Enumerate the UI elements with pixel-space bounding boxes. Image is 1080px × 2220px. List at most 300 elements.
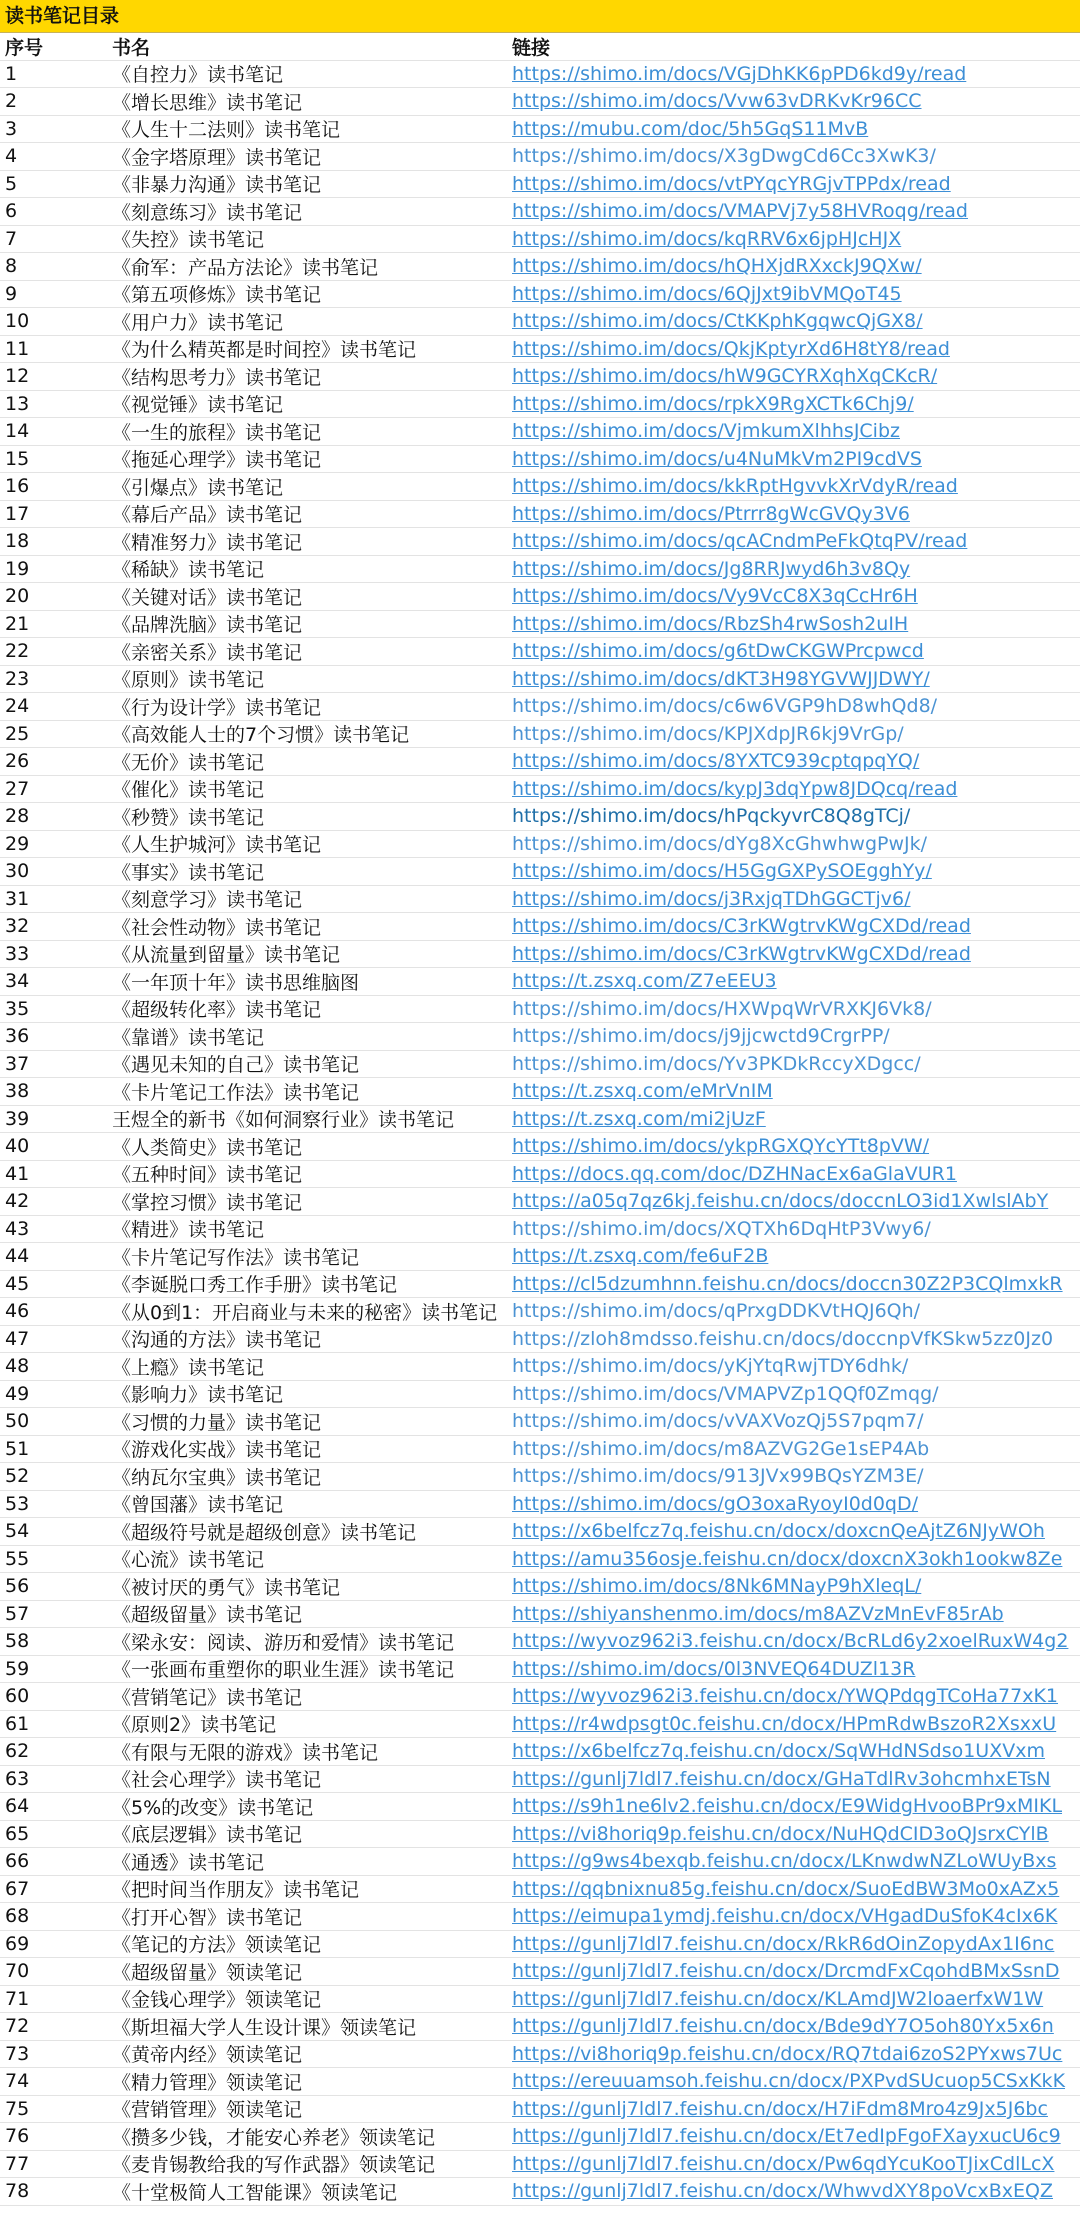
book-title: 《梁永安：阅读、游历和爱情》读书笔记 [112, 1631, 455, 1654]
link-cell [510, 1273, 1080, 1295]
table-row [0, 1161, 1080, 1189]
table-row [0, 418, 1080, 446]
book-title: 《打开心智》读书笔记 [112, 1906, 303, 1929]
header-link: 链接 [512, 36, 551, 59]
link-cell [510, 613, 1080, 635]
table-body [0, 61, 1080, 2206]
book-title: 《人生护城河》读书笔记 [112, 834, 322, 857]
row-number: 68 [5, 1905, 30, 1928]
row-number: 69 [5, 1932, 30, 1955]
table-row [0, 831, 1080, 859]
link-cell [510, 310, 1080, 332]
table-row [0, 858, 1080, 886]
doc-link[interactable]: https://shimo.im/docs/gO3oxaRyoyI0d0qD/ [512, 1492, 919, 1515]
doc-link[interactable]: https://gunlj7ldl7.feishu.cn/docx/H7iFdm8Mro4z9Jx5J6bc [512, 2097, 1048, 2120]
link-cell [510, 173, 1080, 195]
row-number: 38 [5, 1080, 30, 1103]
table-row [0, 1463, 1080, 1491]
table-row [0, 1133, 1080, 1161]
link-cell [510, 1465, 1080, 1487]
link-cell [510, 805, 1080, 827]
table-row [0, 583, 1080, 611]
book-title: 《超级转化率》读书笔记 [112, 999, 322, 1022]
doc-link[interactable]: https://gunlj7ldl7.feishu.cn/docx/Bde9dY7O5oh80Yx5x6n [512, 2015, 1054, 2038]
link-cell [510, 1795, 1080, 1817]
doc-link[interactable]: https://gunlj7ldl7.feishu.cn/docx/DrcmdFxCqohdBMxSsnD [512, 1960, 1060, 1983]
row-number: 6 [5, 200, 18, 223]
book-title: 《营销管理》领读笔记 [112, 2099, 303, 2122]
doc-link[interactable]: https://r4wdpsgt0c.feishu.cn/docx/HPmRdwBszoR2XsxxU [512, 1712, 1057, 1735]
doc-link[interactable]: https://shimo.im/docs/vtPYqcYRGjvTPPdx/read [512, 172, 951, 195]
link-cell [510, 1108, 1080, 1130]
doc-link[interactable]: https://t.zsxq.com/eMrVnIM [512, 1080, 773, 1103]
doc-link[interactable]: https://shimo.im/docs/913JVx99BQsYZM3E/ [512, 1465, 924, 1488]
link-cell [510, 2098, 1080, 2120]
row-number: 47 [5, 1327, 30, 1350]
table-row [0, 886, 1080, 914]
doc-link[interactable]: https://gunlj7ldl7.feishu.cn/docx/Et7edIpFgoFXayxucU6c9 [512, 2125, 1061, 2148]
table-row [0, 391, 1080, 419]
table-row [0, 666, 1080, 694]
book-title: 《催化》读书笔记 [112, 779, 265, 802]
row-number: 10 [5, 310, 30, 333]
book-title: 《沟通的方法》读书笔记 [112, 1329, 322, 1352]
link-cell [510, 1850, 1080, 1872]
book-title: 《原则》读书笔记 [112, 669, 265, 692]
book-title: 《品牌洗脑》读书笔记 [112, 614, 303, 637]
book-title: 《掌控习惯》读书笔记 [112, 1191, 303, 1214]
book-title: 《第五项修炼》读书笔记 [112, 284, 322, 307]
doc-link[interactable]: https://shimo.im/docs/hW9GCYRXqhXqCKcR/ [512, 365, 938, 388]
book-title: 《李诞脱口秀工作手册》读书笔记 [112, 1274, 398, 1297]
link-cell [510, 1768, 1080, 1790]
table-row [0, 1876, 1080, 1904]
table-row [0, 556, 1080, 584]
table-row [0, 1298, 1080, 1326]
link-cell [510, 393, 1080, 415]
table-row [0, 1023, 1080, 1051]
row-number: 78 [5, 2180, 30, 2203]
doc-link[interactable]: https://t.zsxq.com/mi2jUzF [512, 1107, 766, 1130]
doc-link[interactable]: https://shimo.im/docs/VMAPVj7y58HVRoqg/read [512, 200, 968, 223]
link-cell [510, 1163, 1080, 1185]
doc-link[interactable]: https://gunlj7ldl7.feishu.cn/docx/GHaTdlRv3ohcmhxETsN [512, 1767, 1051, 1790]
doc-link[interactable]: https://gunlj7ldl7.feishu.cn/docx/Pw6qdYcuKooTJixCdlLcX [512, 2152, 1055, 2175]
doc-link[interactable]: https://shimo.im/docs/u4NuMkVm2PI9cdVS [512, 447, 922, 470]
doc-link[interactable]: https://shimo.im/docs/8Nk6MNayP9hXleqL/ [512, 1575, 922, 1598]
doc-link[interactable]: https://shimo.im/docs/g6tDwCKGWPrcpwcd [512, 640, 924, 663]
row-number: 37 [5, 1052, 30, 1075]
doc-link[interactable]: https://zloh8mdsso.feishu.cn/docs/doccnpVfKSkw5zz0Jz0 [512, 1327, 1054, 1350]
doc-link[interactable]: https://wyvoz962i3.feishu.cn/docx/YWQPdqgTCoHa77xK1 [512, 1685, 1059, 1708]
table-row [0, 1408, 1080, 1436]
table-row [0, 1986, 1080, 2014]
link-cell [510, 723, 1080, 745]
header-row [0, 33, 1080, 61]
doc-link[interactable]: https://shimo.im/docs/Ptrrr8gWcGVQy3V6 [512, 502, 910, 525]
book-title: 《曾国藩》读书笔记 [112, 1494, 284, 1517]
link-cell [510, 888, 1080, 910]
row-number: 45 [5, 1272, 30, 1295]
table-row [0, 1573, 1080, 1601]
table-row [0, 446, 1080, 474]
link-cell [510, 1520, 1080, 1542]
doc-link[interactable]: https://shimo.im/docs/yKjYtqRwjTDY6dhk/ [512, 1355, 909, 1378]
link-cell [510, 200, 1080, 222]
table-row [0, 1711, 1080, 1739]
row-number: 4 [5, 145, 18, 168]
doc-link[interactable]: https://shimo.im/docs/XQTXh6DqHtP3Vwy6/ [512, 1217, 931, 1240]
link-cell [510, 1218, 1080, 1240]
row-number: 19 [5, 557, 30, 580]
doc-link[interactable]: https://shimo.im/docs/X3gDwgCd6Cc3XwK3/ [512, 145, 936, 168]
row-number: 65 [5, 1822, 30, 1845]
doc-link[interactable]: https://shimo.im/docs/HXWpqWrVRXKJ6Vk8/ [512, 997, 932, 1020]
row-number: 66 [5, 1850, 30, 1873]
doc-link[interactable]: https://amu356osje.feishu.cn/docx/doxcnX3okh1ookw8Ze [512, 1547, 1063, 1570]
table-row [0, 1903, 1080, 1931]
book-title: 《卡片笔记写作法》读书笔记 [112, 1246, 360, 1269]
book-title: 《社会心理学》读书笔记 [112, 1769, 322, 1792]
link-cell [510, 1383, 1080, 1405]
doc-link[interactable]: https://shiyanshenmo.im/docs/m8AZVzMnEvF85rAb [512, 1602, 1004, 1625]
doc-link[interactable]: https://shimo.im/docs/kqRRV6x6jpHJcHJX [512, 227, 902, 250]
book-title: 《超级留量》领读笔记 [112, 1961, 303, 1984]
book-title: 《拖延心理学》读书笔记 [112, 449, 322, 472]
doc-link[interactable]: https://eimupa1ymdj.feishu.cn/docx/VHgadDuSfoK4cIx6K [512, 1905, 1058, 1928]
doc-link[interactable]: https://shimo.im/docs/c6w6VGP9hD8whQd8/ [512, 695, 938, 718]
doc-link[interactable]: https://shimo.im/docs/8YXTC939cptqpqYQ/ [512, 750, 920, 773]
book-title: 《俞军：产品方法论》读书笔记 [112, 256, 379, 279]
book-title: 《行为设计学》读书笔记 [112, 696, 322, 719]
link-cell [510, 2043, 1080, 2065]
doc-link[interactable]: https://shimo.im/docs/H5GgGXPySOEgghYy/ [512, 860, 932, 883]
doc-link[interactable]: https://shimo.im/docs/j9jjcwctd9CrgrPP/ [512, 1025, 890, 1048]
row-number: 75 [5, 2097, 30, 2120]
link-cell [510, 1300, 1080, 1322]
book-title: 《增长思维》读书笔记 [112, 91, 303, 114]
table-row [0, 1683, 1080, 1711]
book-title: 《精进》读书笔记 [112, 1219, 265, 1242]
link-cell [510, 998, 1080, 1020]
link-cell [510, 1245, 1080, 1267]
book-title: 《关键对话》读书笔记 [112, 586, 303, 609]
doc-link[interactable]: https://x6belfcz7q.feishu.cn/docx/SqWHdNSdso1UXVxm [512, 1740, 1045, 1763]
link-cell [510, 585, 1080, 607]
doc-link[interactable]: https://shimo.im/docs/m8AZVG2Ge1sEP4Ab [512, 1437, 930, 1460]
doc-link[interactable]: https://cl5dzumhnn.feishu.cn/docs/doccn30Z2P3CQlmxkR [512, 1272, 1063, 1295]
table-row [0, 1106, 1080, 1134]
book-title: 《五种时间》读书笔记 [112, 1164, 303, 1187]
book-title: 《稀缺》读书笔记 [112, 559, 265, 582]
row-number: 32 [5, 915, 30, 938]
link-cell [510, 1630, 1080, 1652]
table-row [0, 1958, 1080, 1986]
doc-link[interactable]: https://shimo.im/docs/Yv3PKDkRccyXDgcc/ [512, 1052, 921, 1075]
table-row [0, 721, 1080, 749]
table-row [0, 1848, 1080, 1876]
table-row [0, 226, 1080, 254]
doc-link[interactable]: https://shimo.im/docs/ykpRGXQYcYTt8pVW/ [512, 1135, 930, 1158]
link-cell [510, 1190, 1080, 1212]
row-number: 22 [5, 640, 30, 663]
doc-link[interactable]: https://vi8horiq9p.feishu.cn/docx/RQ7tdai6zoS2PYxws7Uc [512, 2042, 1063, 2065]
doc-link[interactable]: https://gunlj7ldl7.feishu.cn/docx/WhwvdXY8poVcxBxEQZ [512, 2180, 1053, 2203]
doc-link[interactable]: https://gunlj7ldl7.feishu.cn/docx/RkR6dOinZopydAx1I6nc [512, 1932, 1055, 1955]
row-number: 30 [5, 860, 30, 883]
book-title: 《结构思考力》读书笔记 [112, 366, 322, 389]
table-row [0, 996, 1080, 1024]
link-cell [510, 1438, 1080, 1460]
row-number: 44 [5, 1245, 30, 1268]
table-row [0, 611, 1080, 639]
book-title: 《金钱心理学》领读笔记 [112, 1989, 322, 2012]
doc-link[interactable]: https://t.zsxq.com/Z7eEEU3 [512, 970, 777, 993]
table-row [0, 941, 1080, 969]
book-title: 《一生的旅程》读书笔记 [112, 421, 322, 444]
book-title: 《遇见未知的自己》读书笔记 [112, 1054, 360, 1077]
header-name: 书名 [112, 36, 151, 59]
book-title: 《失控》读书笔记 [112, 229, 265, 252]
doc-link[interactable]: https://qqbnixnu85g.feishu.cn/docx/SuoEdBW3Mo0xAZx5 [512, 1877, 1060, 1900]
link-cell [510, 1410, 1080, 1432]
table-row [0, 1216, 1080, 1244]
doc-link[interactable]: https://docs.qq.com/doc/DZHNacEx6aGlaVUR1 [512, 1162, 957, 1185]
link-cell [510, 420, 1080, 442]
table-row [0, 1821, 1080, 1849]
doc-link[interactable]: https://shimo.im/docs/Vvw63vDRKvKr96CC [512, 90, 922, 113]
sheet-title: 读书笔记目录 [0, 0, 1080, 33]
book-title: 《心流》读书笔记 [112, 1549, 265, 1572]
book-title: 《斯坦福大学人生设计课》领读笔记 [112, 2016, 417, 2039]
table-row [0, 1628, 1080, 1656]
doc-link[interactable]: https://shimo.im/docs/RbzSh4rwSosh2uIH [512, 612, 909, 635]
row-number: 15 [5, 447, 30, 470]
link-cell [510, 503, 1080, 525]
row-number: 33 [5, 942, 30, 965]
row-number: 25 [5, 722, 30, 745]
table-row [0, 2151, 1080, 2179]
book-title: 《一张画布重塑你的职业生涯》读书笔记 [112, 1659, 455, 1682]
row-number: 18 [5, 530, 30, 553]
row-number: 77 [5, 2152, 30, 2175]
link-cell [510, 283, 1080, 305]
row-number: 50 [5, 1410, 30, 1433]
link-cell [510, 1658, 1080, 1680]
table-row [0, 1738, 1080, 1766]
link-cell [510, 1053, 1080, 1075]
doc-link[interactable]: https://shimo.im/docs/dKT3H98YGVWJJDWY/ [512, 667, 930, 690]
book-title: 《精力管理》领读笔记 [112, 2071, 303, 2094]
link-cell [510, 2125, 1080, 2147]
table-row [0, 1546, 1080, 1574]
table-row [0, 1078, 1080, 1106]
book-title: 《卡片笔记工作法》读书笔记 [112, 1081, 360, 1104]
link-cell [510, 750, 1080, 772]
link-cell [510, 1355, 1080, 1377]
book-title: 《纳瓦尔宝典》读书笔记 [112, 1466, 322, 1489]
table-row [0, 913, 1080, 941]
book-title: 《十堂极简人工智能课》领读笔记 [112, 2181, 398, 2204]
book-title: 《从0到1：开启商业与未来的秘密》读书笔记 [112, 1301, 498, 1324]
row-number: 29 [5, 832, 30, 855]
row-number: 3 [5, 117, 18, 140]
link-cell [510, 1933, 1080, 1955]
row-number: 16 [5, 475, 30, 498]
doc-link[interactable]: https://shimo.im/docs/CtKKphKgqwcQjGX8/ [512, 310, 923, 333]
link-cell [510, 1328, 1080, 1350]
doc-link[interactable]: https://shimo.im/docs/kkRptHgvvkXrVdyR/read [512, 475, 958, 498]
table-row [0, 803, 1080, 831]
doc-link[interactable]: https://t.zsxq.com/fe6uF2B [512, 1245, 769, 1268]
book-title: 《人类简史》读书笔记 [112, 1136, 303, 1159]
link-cell [510, 2153, 1080, 2175]
table-row [0, 1601, 1080, 1629]
table-row [0, 2041, 1080, 2069]
link-cell [510, 1080, 1080, 1102]
doc-link[interactable]: https://a05q7qz6kj.feishu.cn/docs/doccnLO3id1XwlslAbY [512, 1190, 1049, 1213]
row-number: 55 [5, 1547, 30, 1570]
link-cell [510, 228, 1080, 250]
doc-link[interactable]: https://shimo.im/docs/VGjDhKK6pPD6kd9y/read [512, 62, 967, 85]
doc-link[interactable]: https://mubu.com/doc/5h5GqS11MvB [512, 117, 869, 140]
book-title: 《一年顶十年》读书思维脑图 [112, 971, 360, 994]
table-row [0, 1353, 1080, 1381]
book-title: 《5%的改变》读书笔记 [112, 1796, 314, 1819]
link-cell [510, 1025, 1080, 1047]
link-cell [510, 255, 1080, 277]
doc-link[interactable]: https://shimo.im/docs/QkjKptyrXd6H8tY8/read [512, 337, 950, 360]
row-number: 11 [5, 337, 30, 360]
link-cell [510, 530, 1080, 552]
doc-link[interactable]: https://shimo.im/docs/hPqckyvrC8Q8gTCj/ [512, 805, 911, 828]
link-cell [510, 1960, 1080, 1982]
doc-link[interactable]: https://shimo.im/docs/VMAPVZp1QQf0Zmqg/ [512, 1382, 939, 1405]
row-number: 8 [5, 255, 18, 278]
doc-link[interactable]: https://wyvoz962i3.feishu.cn/docx/BcRLd6y2xoelRuxW4g2 [512, 1630, 1069, 1653]
row-number: 27 [5, 777, 30, 800]
doc-link[interactable]: https://shimo.im/docs/hQHXjdRXxckJ9QXw/ [512, 255, 922, 278]
book-title: 《通透》读书笔记 [112, 1851, 265, 1874]
doc-link[interactable]: https://x6belfcz7q.feishu.cn/docx/doxcnQeAjtZ6NJyWOh [512, 1520, 1045, 1543]
table-row [0, 528, 1080, 556]
row-number: 71 [5, 1987, 30, 2010]
row-number: 34 [5, 970, 30, 993]
book-title: 《秒赞》读书笔记 [112, 806, 265, 829]
doc-link[interactable]: https://shimo.im/docs/Jg8RRJwyd6h3v8Qy [512, 557, 911, 580]
table-row [0, 308, 1080, 336]
doc-link[interactable]: https://gunlj7ldl7.feishu.cn/docx/KLAmdJW2loaerfxW1W [512, 1987, 1044, 2010]
table-row [0, 968, 1080, 996]
doc-link[interactable]: https://g9ws4bexqb.feishu.cn/docx/LKnwdwNZLoWUyBxs [512, 1850, 1057, 1873]
table-row [0, 1051, 1080, 1079]
book-title: 《麦肯锡教给我的写作武器》领读笔记 [112, 2154, 436, 2177]
doc-link[interactable]: https://vi8horiq9p.feishu.cn/docx/NuHQdCID3oQJsrxCYlB [512, 1822, 1049, 1845]
row-number: 73 [5, 2042, 30, 2065]
table-row [0, 1326, 1080, 1354]
row-number: 28 [5, 805, 30, 828]
row-number: 42 [5, 1190, 30, 1213]
book-title: 《视觉锤》读书笔记 [112, 394, 284, 417]
doc-link[interactable]: https://shimo.im/docs/KPJXdpJR6kj9VrGp/ [512, 722, 904, 745]
table-row [0, 2068, 1080, 2096]
table-row [0, 2123, 1080, 2151]
row-number: 60 [5, 1685, 30, 1708]
table-row [0, 1381, 1080, 1409]
link-cell [510, 833, 1080, 855]
doc-link[interactable]: https://shimo.im/docs/dYg8XcGhwhwgPwJk/ [512, 832, 928, 855]
row-number: 62 [5, 1740, 30, 1763]
book-title: 《用户力》读书笔记 [112, 311, 284, 334]
doc-link[interactable]: https://shimo.im/docs/VjmkumXlhhsJCibz [512, 420, 900, 443]
table-row [0, 1931, 1080, 1959]
book-title: 《黄帝内经》领读笔记 [112, 2044, 303, 2067]
table-row [0, 171, 1080, 199]
link-cell [510, 915, 1080, 937]
header-num: 序号 [5, 36, 44, 59]
row-number: 5 [5, 172, 18, 195]
table-row [0, 1271, 1080, 1299]
row-number: 35 [5, 997, 30, 1020]
doc-link[interactable]: https://shimo.im/docs/Vy9VcC8X3qCcHr6H [512, 585, 918, 608]
doc-link[interactable]: https://shimo.im/docs/rpkX9RgXCTk6Chj9/ [512, 392, 914, 415]
doc-link[interactable]: https://shimo.im/docs/0l3NVEQ64DUZl13R [512, 1657, 916, 1680]
link-cell [510, 1685, 1080, 1707]
table-row [0, 281, 1080, 309]
book-title: 《被讨厌的勇气》读书笔记 [112, 1576, 341, 1599]
row-number: 41 [5, 1162, 30, 1185]
link-cell [510, 1713, 1080, 1735]
book-title: 《亲密关系》读书笔记 [112, 641, 303, 664]
doc-link[interactable]: https://shimo.im/docs/C3rKWgtrvKWgCXDd/read [512, 915, 971, 938]
link-cell [510, 695, 1080, 717]
row-number: 63 [5, 1767, 30, 1790]
row-number: 43 [5, 1217, 30, 1240]
link-cell [510, 1493, 1080, 1515]
doc-link[interactable]: https://ereuuamsoh.feishu.cn/docx/PXPvdSUcuop5CSxKkK [512, 2070, 1066, 2093]
row-number: 17 [5, 502, 30, 525]
table-row [0, 1243, 1080, 1271]
book-title: 《精准努力》读书笔记 [112, 531, 303, 554]
link-cell [510, 1575, 1080, 1597]
link-cell [510, 778, 1080, 800]
doc-link[interactable]: https://shimo.im/docs/C3rKWgtrvKWgCXDd/read [512, 942, 971, 965]
row-number: 58 [5, 1630, 30, 1653]
doc-link[interactable]: https://shimo.im/docs/kypJ3dqYpw8JDQcq/read [512, 777, 958, 800]
table-row [0, 776, 1080, 804]
doc-link[interactable]: https://shimo.im/docs/j3RxjqTDhGGCTjv6/ [512, 887, 911, 910]
table-row [0, 1656, 1080, 1684]
row-number: 74 [5, 2070, 30, 2093]
link-cell [510, 1878, 1080, 1900]
row-number: 48 [5, 1355, 30, 1378]
doc-link[interactable]: https://shimo.im/docs/6QjJxt9ibVMQoT45 [512, 282, 902, 305]
book-title: 《靠谱》读书笔记 [112, 1026, 265, 1049]
table-row [0, 501, 1080, 529]
book-title: 《为什么精英都是时间控》读书笔记 [112, 339, 417, 362]
row-number: 49 [5, 1382, 30, 1405]
doc-link[interactable]: https://shimo.im/docs/qcACndmPeFkQtqPV/read [512, 530, 968, 553]
doc-link[interactable]: https://s9h1ne6lv2.feishu.cn/docx/E9WidgHvooBPr9xMIKL [512, 1795, 1063, 1818]
row-number: 24 [5, 695, 30, 718]
link-cell [510, 338, 1080, 360]
doc-link[interactable]: https://shimo.im/docs/qPrxgDDKVtHQJ6Qh/ [512, 1300, 921, 1323]
table-row [0, 2178, 1080, 2206]
book-title: 《人生十二法则》读书笔记 [112, 119, 341, 142]
row-number: 12 [5, 365, 30, 388]
doc-link[interactable]: https://shimo.im/docs/vVAXVozQj5S7pqm7/ [512, 1410, 924, 1433]
row-number: 1 [5, 62, 18, 85]
